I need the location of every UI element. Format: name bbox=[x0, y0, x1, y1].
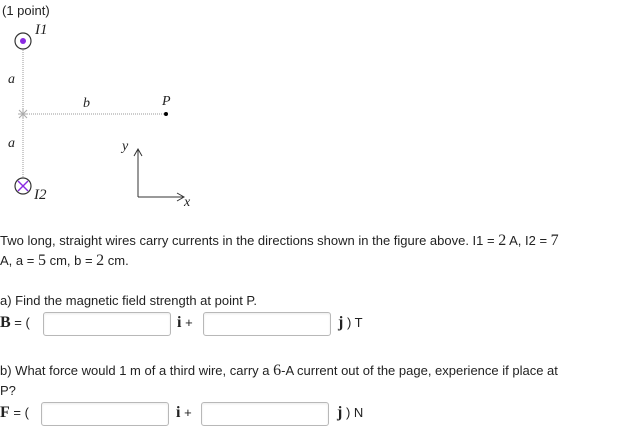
current-value: 6 bbox=[273, 362, 282, 379]
wire-diagram bbox=[0, 20, 205, 210]
part-a-lhs bbox=[0, 314, 30, 332]
label-i2: I2 bbox=[34, 187, 47, 203]
unit-i: i bbox=[177, 314, 182, 331]
problem-line-2 bbox=[0, 252, 129, 270]
label-y: y bbox=[122, 139, 129, 154]
problem-text: A, I2 = bbox=[506, 233, 551, 248]
unit-newton: ) N bbox=[342, 405, 364, 420]
equals-paren: = ( bbox=[10, 315, 30, 330]
a-value: 5 bbox=[37, 252, 46, 269]
label-p: P bbox=[162, 94, 171, 109]
label-x: x bbox=[184, 195, 191, 210]
point-p-dot bbox=[164, 112, 168, 116]
part-b-question-line-2: P? bbox=[0, 383, 16, 398]
unit-tesla: ) T bbox=[343, 315, 363, 330]
part-a-question: a) Find the magnetic field strength at point P. bbox=[0, 293, 258, 308]
b-value: 2 bbox=[96, 252, 105, 269]
f-i-component-input[interactable] bbox=[41, 402, 169, 426]
unit-j: j bbox=[337, 404, 343, 421]
part-b-i-unit bbox=[176, 404, 192, 422]
midpoint-marker bbox=[18, 109, 28, 119]
wire-out-of-page-icon bbox=[15, 33, 31, 49]
problem-line-1 bbox=[0, 232, 559, 250]
part-b-question-line-1 bbox=[0, 362, 558, 380]
problem-text: A, a = bbox=[0, 253, 38, 268]
plus-sign: + bbox=[180, 405, 192, 420]
label-a-bottom: a bbox=[8, 136, 15, 151]
plus-sign: + bbox=[181, 315, 193, 330]
question-text: -A current out of the page, experience if place at bbox=[281, 363, 558, 378]
b-j-component-input[interactable] bbox=[203, 312, 331, 336]
problem-text: Two long, straight wires carry currents in the directions shown in the figure above. I1 = bbox=[0, 233, 499, 248]
b-i-component-input[interactable] bbox=[43, 312, 171, 336]
points-label: (1 point) bbox=[2, 3, 50, 18]
problem-text: cm, b = bbox=[45, 253, 97, 268]
problem-figure bbox=[0, 20, 205, 210]
label-i1: I1 bbox=[35, 22, 48, 38]
f-j-component-input[interactable] bbox=[201, 402, 329, 426]
i1-value: 2 bbox=[498, 232, 507, 249]
part-b-j-unit bbox=[337, 404, 363, 422]
part-a-i-unit bbox=[177, 314, 193, 332]
part-b-lhs bbox=[0, 404, 29, 422]
question-text: b) What force would 1 m of a third wire, carry a bbox=[0, 363, 274, 378]
label-b: b bbox=[83, 96, 90, 111]
i2-value: 7 bbox=[550, 232, 559, 249]
label-a-top: a bbox=[8, 72, 15, 87]
axes-icon bbox=[134, 149, 184, 201]
part-a-j-unit bbox=[338, 314, 363, 332]
unit-i: i bbox=[176, 404, 181, 421]
equals-paren: = ( bbox=[9, 405, 29, 420]
var-b: B bbox=[0, 314, 11, 331]
problem-text: cm. bbox=[104, 253, 129, 268]
unit-j: j bbox=[338, 314, 344, 331]
wire-into-page-icon bbox=[15, 178, 31, 194]
var-f: F bbox=[0, 404, 10, 421]
